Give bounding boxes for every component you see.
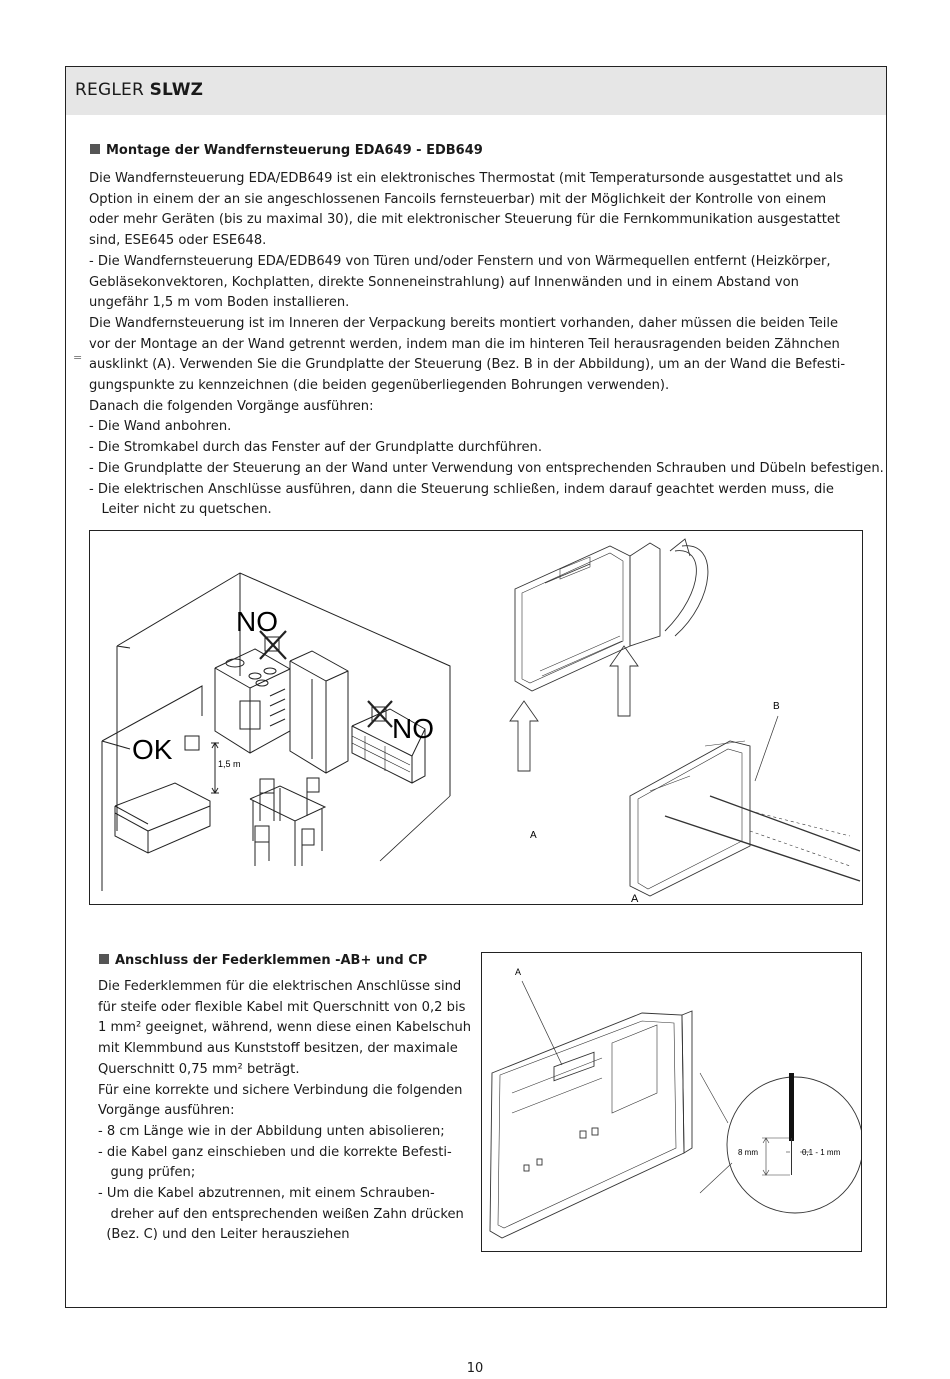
- terminal-figure: [481, 952, 862, 1252]
- model-name: SLWZ: [149, 80, 204, 100]
- label-b: B: [773, 701, 780, 712]
- label-a1: A: [530, 830, 537, 841]
- text-line: - Die Stromkabel durch das Fenster auf der Grundplatte durchführen.: [89, 440, 543, 456]
- text-line: - Die Grundplatte der Steuerung an der Wand unter Verwendung von entsprechenden Schrauben und Dübeln befestigen.: [89, 460, 884, 476]
- header-title: REGLER SLWZ: [75, 80, 204, 100]
- section2-title: Anschluss der Federklemmen -AB+ und CP: [99, 953, 427, 968]
- device-base-plate: [630, 741, 750, 896]
- text-line: dreher auf den entsprechenden weißen Zahn drücken: [98, 1206, 464, 1222]
- text-line: mit Klemmbund aus Kunststoff besitzen, der maximale: [98, 1041, 458, 1057]
- section1-body: [89, 169, 884, 521]
- section-range-label: 0,1 - 1 mm: [802, 1148, 841, 1157]
- device-front-shell: [515, 546, 630, 691]
- text-line: ausklinkt (A). Verwenden Sie die Grundplatte der Steuerung (Bez. B in der Abbildung), um an der Wand die Befesti-: [89, 357, 846, 373]
- text-line: Die Wandfernsteuerung EDA/EDB649 ist ein elektronisches Thermostat (mit Temperatursonde ausgestattet und als: [89, 171, 844, 186]
- ok-label: OK: [132, 734, 173, 765]
- text-line: Vorgänge ausführen:: [98, 1103, 235, 1119]
- label-a: A: [515, 967, 522, 977]
- no-label-right: NO: [392, 713, 434, 744]
- height-label: 1,5 m: [218, 759, 241, 769]
- wire-insulation: [789, 1073, 794, 1141]
- text-line: gung prüfen;: [98, 1165, 196, 1181]
- text-line: - Die elektrischen Anschlüsse ausführen, dann die Steuerung schließen, indem darauf geachtet werden muss, die: [89, 481, 834, 497]
- strip-length-label: 8 mm: [738, 1148, 758, 1157]
- no-label-top: NO: [236, 606, 278, 637]
- text-line: Danach die folgenden Vorgänge ausführen:: [89, 398, 374, 414]
- text-line: - Die Wand anbohren.: [89, 419, 232, 435]
- terminal-illustration: [482, 953, 861, 1251]
- text-line: - Die Wandfernsteuerung EDA/EDB649 von Türen und/oder Fenstern und von Wärmequellen entfernt (Heizkörper,: [89, 253, 831, 269]
- text-line: Option in einem der an sie angeschlossenen Fancoils fernsteuerbar) mit der Möglichkeit der Kontrolle von einem: [89, 191, 827, 207]
- text-line: - die Kabel ganz einschieben und die korrekte Befesti-: [98, 1144, 452, 1160]
- text-line: sind, ESE645 oder ESE648.: [89, 233, 267, 249]
- text-line: Für eine korrekte und sichere Verbindung die folgenden: [98, 1082, 463, 1098]
- bullet-square-icon: [99, 954, 109, 964]
- text-line: für steife oder flexible Kabel mit Querschnitt von 0,2 bis: [98, 999, 466, 1015]
- installation-illustration: [90, 531, 862, 904]
- text-line: Die Wandfernsteuerung ist im Inneren der Verpackung bereits montiert vorhanden, daher müssen die beiden Teile: [89, 315, 839, 331]
- thermostat-ok-icon: [185, 736, 199, 750]
- text-line: (Bez. C) und den Leiter herausziehen: [98, 1227, 350, 1243]
- text-line: - Um die Kabel abzutrennen, mit einem Schrauben-: [98, 1186, 435, 1202]
- bullet-square-icon: [90, 144, 100, 154]
- text-line: 1 mm² geeignet, während, wenn diese einen Kabelschuh: [98, 1020, 472, 1036]
- page-number: 10: [466, 1361, 484, 1376]
- label-a2: A: [631, 893, 639, 904]
- text-line: - 8 cm Länge wie in der Abbildung unten abisolieren;: [98, 1123, 445, 1139]
- section2-body: [98, 977, 471, 1246]
- text-line: vor der Montage an der Wand getrennt werden, indem man die im hinteren Teil herausragenden beiden Zähnchen: [89, 336, 840, 352]
- text-line: oder mehr Geräten (bis zu maximal 30), die mit elektronischer Steuerung für die Fernkommunikation ausgestattet: [89, 212, 841, 228]
- text-line: Gebläsekonvektoren, Kochplatten, direkte Sonneneinstrahlung) auf Innenwänden und in einem Abstand von: [89, 274, 799, 290]
- section1-title: Montage der Wandfernsteuerung EDA649 - EDB649: [90, 143, 483, 158]
- text-line: Leiter nicht zu quetschen.: [89, 502, 272, 518]
- terminal-strip: [554, 1052, 594, 1081]
- page-header: [66, 67, 886, 115]
- installation-figure: [89, 530, 863, 905]
- text-line: gungspunkte zu kennzeichnen (die beiden gegenüberliegenden Bohrungen verwenden).: [89, 378, 670, 394]
- margin-mark: =: [73, 351, 83, 364]
- terminal-board: [490, 1013, 684, 1238]
- text-line: ungefähr 1,5 m vom Boden installieren.: [89, 295, 350, 311]
- text-line: Die Federklemmen für die elektrischen Anschlüsse sind: [98, 979, 462, 994]
- text-line: Querschnitt 0,75 mm² beträgt.: [98, 1061, 300, 1077]
